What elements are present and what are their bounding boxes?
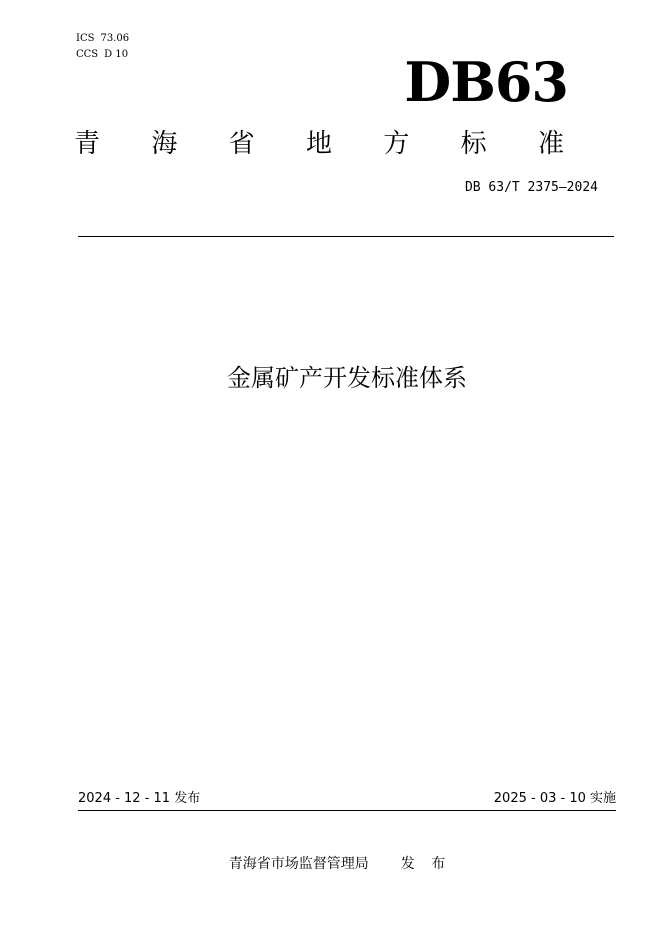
- standard-type-char: 方: [383, 129, 410, 159]
- publisher-line: [0, 854, 662, 874]
- db-code-mark: DB63: [404, 50, 568, 114]
- publisher-org: 青海省市场监督管理局: [228, 856, 369, 872]
- standard-number: DB 63/T 2375—2024: [464, 180, 598, 195]
- classification-codes: [76, 31, 135, 63]
- release-date: 2024 - 12 - 11 发布: [78, 791, 201, 806]
- publisher-action: 发 布: [400, 856, 452, 872]
- bottom-divider: [78, 810, 616, 811]
- standard-type-char: 地: [305, 129, 332, 159]
- ics-value: 73.06: [100, 33, 130, 44]
- document-title: 金属矿产开发标准体系: [227, 364, 467, 392]
- dates-row: [78, 789, 616, 809]
- ics-code: [76, 31, 135, 47]
- standard-type-char: 标: [460, 129, 487, 159]
- ccs-value: D 10: [104, 49, 129, 60]
- top-divider: [78, 236, 614, 237]
- standard-type-heading: [74, 126, 564, 162]
- ccs-code: [76, 47, 135, 63]
- standard-type-char: 省: [228, 129, 255, 159]
- standard-type-char: 青: [74, 129, 101, 159]
- standard-type-char: 海: [151, 129, 178, 159]
- ics-label: ICS: [76, 33, 95, 44]
- implementation-date: 2025 - 03 - 10 实施: [493, 791, 616, 806]
- standard-type-char: 准: [537, 129, 564, 159]
- ccs-label: CCS: [76, 49, 99, 60]
